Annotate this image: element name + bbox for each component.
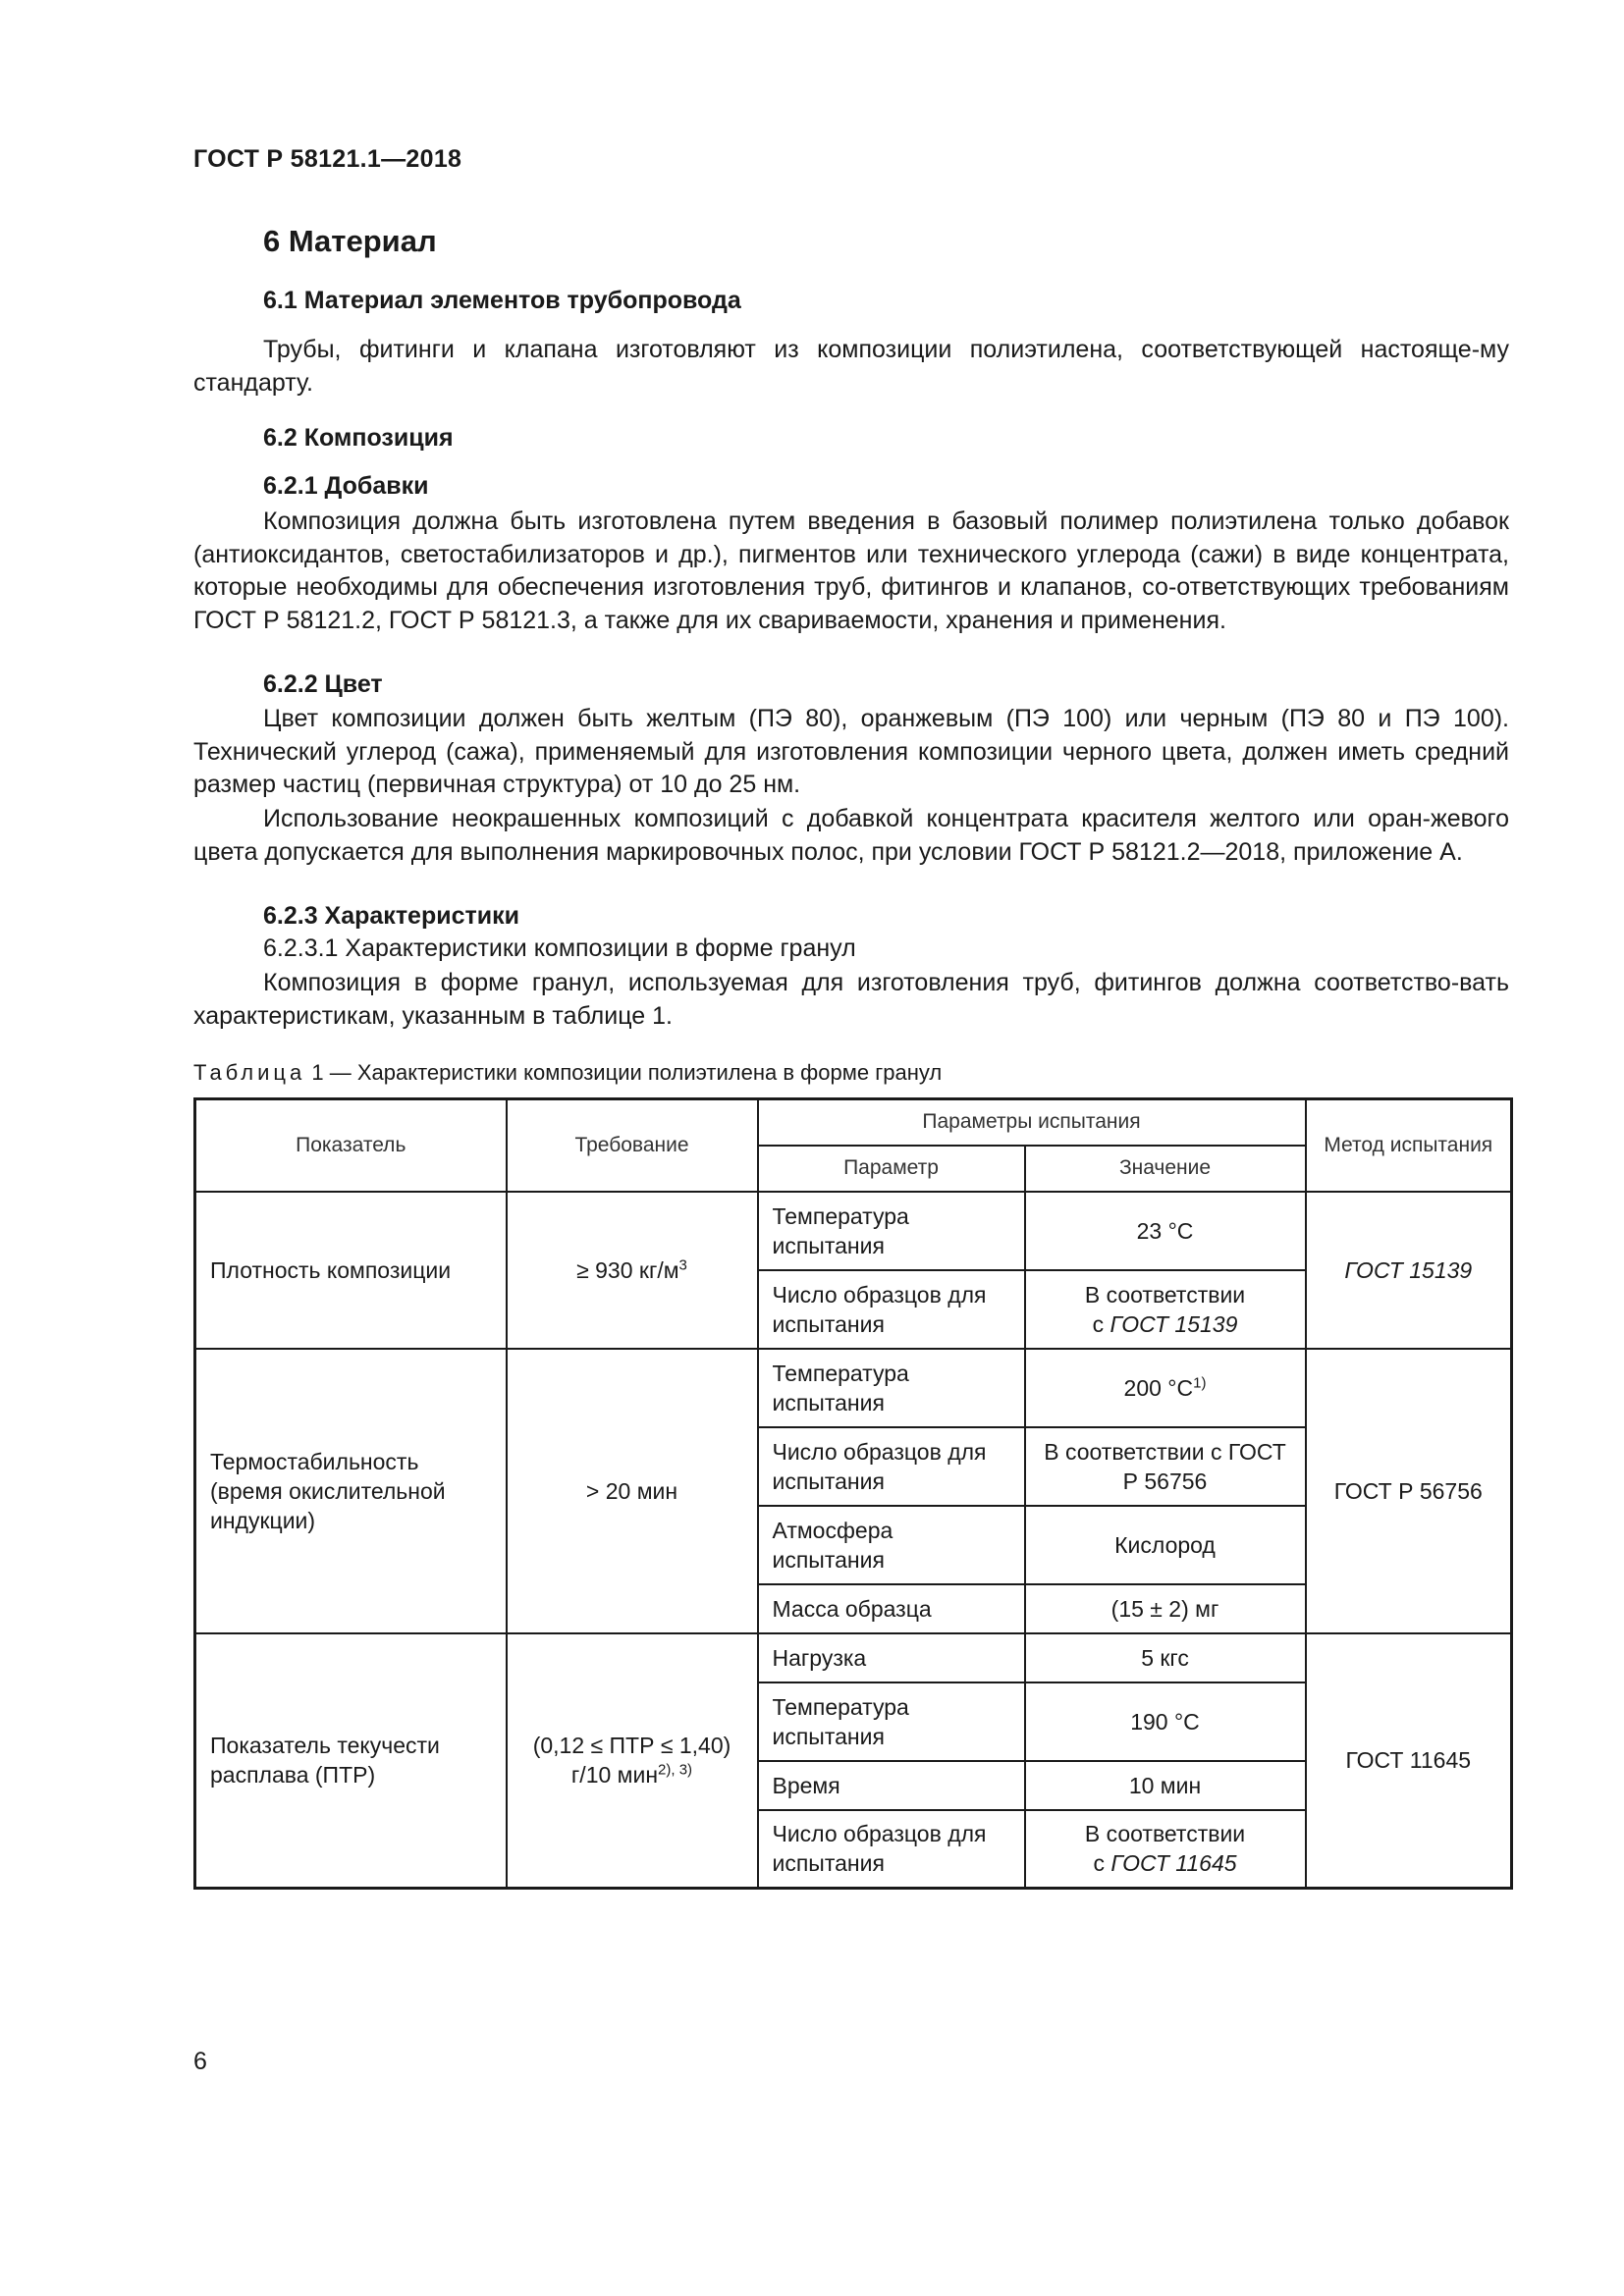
header-requirement: Требование [507, 1099, 758, 1192]
header-test-parameters: Параметры испытания [758, 1099, 1306, 1146]
page-number: 6 [193, 2048, 207, 2075]
thermo-param-mass: Масса образца [758, 1584, 1025, 1633]
mfr-param-load: Нагрузка [758, 1633, 1025, 1682]
table-caption [193, 1060, 942, 1086]
document-id: ГОСТ Р 58121.1—2018 [193, 145, 462, 173]
thermo-value-atmosphere: Кислород [1025, 1506, 1306, 1584]
subsection-6-2-3-text: Композиция в форме гранул, используемая для изготовления труб, фитингов должна соответство-вать характеристикам, указанным в таблице 1. [193, 969, 1509, 1030]
subsection-6-2-1-title: 6.2.1 Добавки [263, 472, 429, 500]
header-value: Значение [1025, 1146, 1306, 1192]
subsection-6-1-title: 6.1 Материал элементов трубопровода [263, 287, 741, 314]
subsection-6-2-1-text: Композиция должна быть изготовлена путем введения в базовый полимер полиэтилена только добавок (антиоксидантов, светостабилизаторов и др.), пигментов или технического углерода (сажи) в виде концентрата, которые необходимы для обеспечения изготовления труб, фитингов и клапанов, со-ответствующих требованиям ГОСТ Р 58121.2, ГОСТ Р 58121.3, а также для их свариваемости, хранения и применения. [193, 507, 1509, 634]
density-param-samples: Число образцов для испытания [758, 1270, 1025, 1349]
characteristics-table [193, 1097, 1513, 1890]
table-row [195, 1633, 1512, 1682]
density-method: ГОСТ 15139 [1306, 1192, 1512, 1349]
mfr-requirement: (0,12 ≤ ПТР ≤ 1,40) г/10 мин$^{2), 3)}$ [507, 1633, 758, 1889]
subsection-6-2-2-title: 6.2.2 Цвет [263, 670, 383, 698]
header-test-method: Метод испытания [1306, 1099, 1512, 1192]
mfr-value-time: 10 мин [1025, 1761, 1306, 1810]
mfr-param-samples: Число образцов для испытания [758, 1810, 1025, 1889]
thermo-param-temperature: Температура испытания [758, 1349, 1025, 1427]
mfr-value-load: 5 кгс [1025, 1633, 1306, 1682]
header-parameter: Параметр [758, 1146, 1025, 1192]
subsection-6-2-3-1-title: 6.2.3.1 Характеристики композиции в форме гранул [263, 934, 856, 962]
density-value-samples: В соответствии с ГОСТ 15139 [1025, 1270, 1306, 1349]
thermo-param-atmosphere: Атмосфера испытания [758, 1506, 1025, 1584]
subsection-6-2-3-title: 6.2.3 Характеристики [263, 902, 519, 930]
mfr-param-time: Время [758, 1761, 1025, 1810]
thermo-requirement: > 20 мин [507, 1349, 758, 1633]
mfr-method: ГОСТ 11645 [1306, 1633, 1512, 1889]
table-row [195, 1349, 1512, 1427]
subsection-6-2-2-text-1: Цвет композиции должен быть желтым (ПЭ 80), оранжевым (ПЭ 100) или черным (ПЭ 80 и ПЭ 100). Технический углерод (сажа), применяемый для изготовления композиции черного цвета, должен иметь средний размер частиц (первичная структура) от 10 до 25 нм. [193, 705, 1509, 798]
subsection-6-2-title: 6.2 Композиция [263, 424, 454, 452]
section-title: 6 Материал [263, 224, 437, 258]
mfr-value-temperature: 190 °C [1025, 1682, 1306, 1761]
thermo-method: ГОСТ Р 56756 [1306, 1349, 1512, 1633]
thermo-indicator: Термостабильность (время окислительной индукции) [195, 1349, 507, 1633]
mfr-value-samples: В соответствии с ГОСТ 11645 [1025, 1810, 1306, 1889]
density-value-temperature: 23 °C [1025, 1192, 1306, 1270]
thermo-value-temperature: 200 $^\circ C^{1)}$ [1025, 1349, 1306, 1427]
thermo-param-samples: Число образцов для испытания [758, 1427, 1025, 1506]
thermo-value-mass: (15 ± 2) мг [1025, 1584, 1306, 1633]
subsection-6-2-2-text-2: Использование неокрашенных композиций с добавкой концентрата красителя желтого или оран-жевого цвета допускается для выполнения маркировочных полос, при условии ГОСТ Р 58121.2—2018, приложение А. [193, 805, 1509, 866]
mfr-param-temperature: Температура испытания [758, 1682, 1025, 1761]
thermo-value-samples: В соответствии с ГОСТ Р 56756 [1025, 1427, 1306, 1506]
mfr-indicator: Показатель текучести расплава (ПТР) [195, 1633, 507, 1889]
table-caption-text: 1 — Характеристики композиции полиэтилена в форме гранул [311, 1060, 943, 1085]
density-requirement: ≥ 930 $кг/м^3$ [507, 1192, 758, 1349]
density-param-temperature: Температура испытания [758, 1192, 1025, 1270]
table-caption-word: Таблица [193, 1060, 306, 1085]
table-row [195, 1192, 1512, 1270]
subsection-6-1-text: Трубы, фитинги и клапана изготовляют из композиции полиэтилена, соответствующей настояще-му стандарту. [193, 336, 1509, 397]
density-indicator: Плотность композиции [195, 1192, 507, 1349]
header-indicator: Показатель [195, 1099, 507, 1192]
